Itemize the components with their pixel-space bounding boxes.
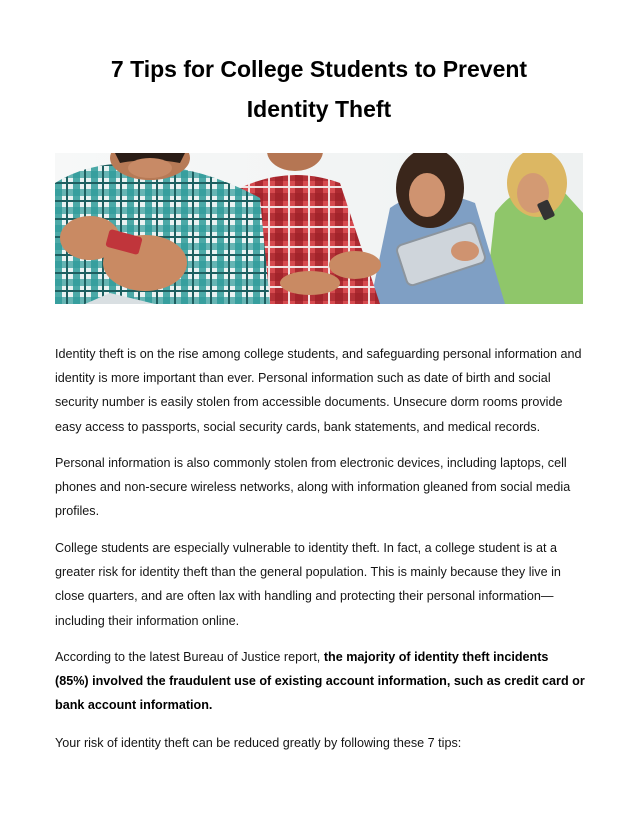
vulnerability-paragraph: College students are especially vulnerable to identity theft. In fact, a college student is at a greater risk for identity theft than the general population. This is mainly because they live in close quarters, and are often lax with handling and protecting their personal information—including their information online. [55, 541, 561, 628]
bureau-of-justice-paragraph [55, 645, 585, 718]
page-title-line-2: Identity Theft [246, 96, 392, 122]
electronic-devices-paragraph: Personal information is also commonly stolen from electronic devices, including laptops, cell phones and non-secure wireless networks, along with information gleaned from social media profiles. [55, 456, 571, 519]
students-using-devices-photo [55, 153, 583, 304]
page-title-line-1: 7 Tips for College Students to Prevent [110, 56, 528, 82]
bureau-of-justice-intro-text: According to the latest Bureau of Justice report, [55, 650, 324, 664]
bureau-of-justice-highlight: the majority of identity theft incidents (85%) involved the fraudulent use of existing account information, such as credit card or bank account information. [55, 650, 585, 713]
tips-lead-in-paragraph: Your risk of identity theft can be reduced greatly by following these 7 tips: [55, 736, 462, 750]
intro-paragraph: Identity theft is on the rise among college students, and safeguarding personal information and identity is more important than ever. Personal information such as date of birth and social security number is easily stolen from accessible documents. Unsecure dorm rooms provide easy access to passports, social security cards, bank statements, and medical records. [55, 347, 582, 434]
